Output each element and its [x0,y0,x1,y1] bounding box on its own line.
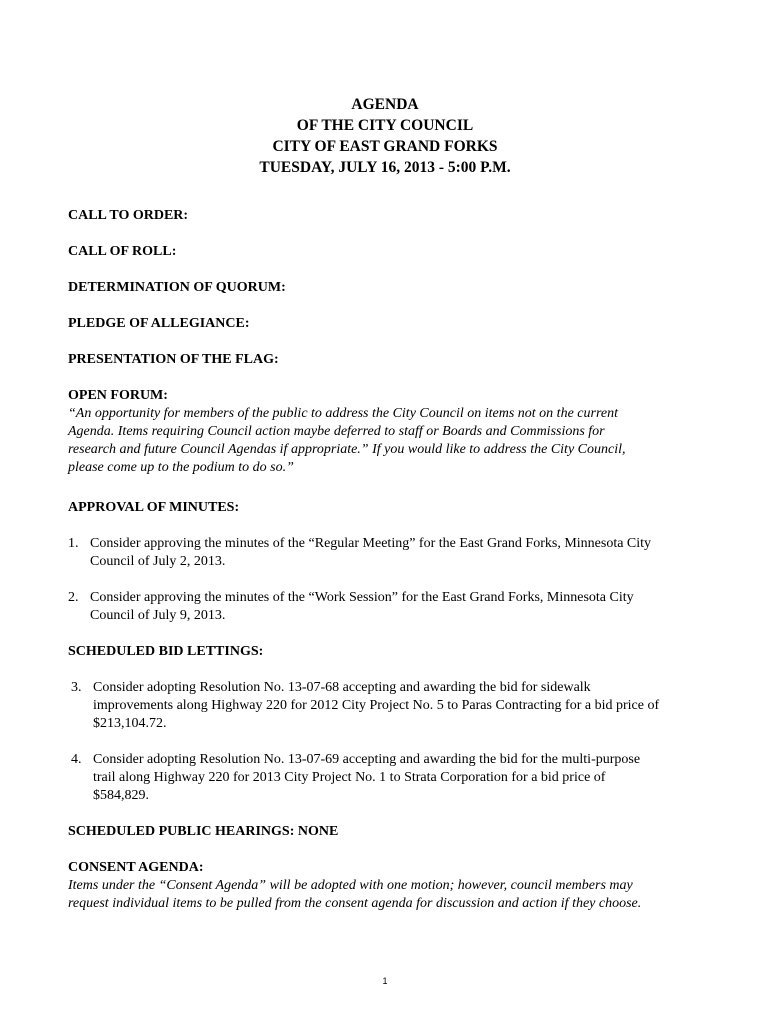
call-of-roll-heading: CALL OF ROLL: [68,244,177,259]
item-line: trail along Highway 220 for 2013 City Project No. 1 to Strata Corporation for a bid price of [93,770,606,785]
consent-line: request individual items to be pulled from the consent agenda for discussion and action if they choose. [68,896,642,911]
open-forum-text [68,405,718,477]
call-to-order-heading: CALL TO ORDER: [68,208,189,223]
agenda-item-2 [68,589,718,625]
agenda-item-3 [71,679,718,733]
consent-agenda-heading: CONSENT AGENDA: [68,860,204,875]
title-line-4: TUESDAY, JULY 16, 2013 - 5:00 P.M. [259,159,511,176]
flag-heading: PRESENTATION OF THE FLAG: [68,352,279,367]
title-line-1: AGENDA [351,96,419,113]
item-line: Consider approving the minutes of the “Regular Meeting” for the East Grand Forks, Minnesota City [90,536,652,551]
item-line: improvements along Highway 220 for 2012 City Project No. 5 to Paras Contracting for a bid price of [93,698,660,713]
consent-line: Items under the “Consent Agenda” will be adopted with one motion; however, council members may [68,878,633,893]
item-number: 1. [68,536,79,551]
open-forum-line: research and future Council Agendas if appropriate.” If you would like to address the City Council, [68,442,626,457]
item-line: Council of July 9, 2013. [90,608,226,623]
item-number: 4. [71,752,82,767]
agenda-item-4 [71,751,718,805]
item-number: 2. [68,590,79,605]
bid-lettings-heading: SCHEDULED BID LETTINGS: [68,644,264,659]
agenda-item-1 [68,535,718,571]
item-line: Consider adopting Resolution No. 13-07-68 accepting and awarding the bid for sidewalk [93,680,591,695]
item-line: $584,829. [93,788,149,803]
consent-agenda-text [68,877,718,913]
minutes-heading: APPROVAL OF MINUTES: [68,500,240,515]
agenda-body [68,207,718,913]
item-line: Consider adopting Resolution No. 13-07-69 accepting and awarding the bid for the multi-purpose [93,752,641,767]
item-line: Council of July 2, 2013. [90,554,226,569]
title-line-3: CITY OF EAST GRAND FORKS [272,138,498,155]
item-number: 3. [71,680,82,695]
pledge-heading: PLEDGE OF ALLEGIANCE: [68,316,250,331]
open-forum-line: “An opportunity for members of the public to address the City Council on items not on the current [68,406,618,421]
public-hearings-heading: SCHEDULED PUBLIC HEARINGS: NONE [68,824,339,839]
title-line-2: OF THE CITY COUNCIL [296,117,474,134]
open-forum-line: please come up to the podium to do so.” [68,460,294,475]
quorum-heading: DETERMINATION OF QUORUM: [68,280,286,295]
open-forum-heading: OPEN FORUM: [68,388,168,403]
page-number: 1 [382,976,388,986]
item-line: Consider approving the minutes of the “Work Session” for the East Grand Forks, Minnesota City [90,590,634,605]
open-forum-line: Agenda. Items requiring Council action maybe deferred to staff or Boards and Commissions for [68,424,605,439]
agenda-title-block [0,94,770,178]
item-line: $213,104.72. [93,716,167,731]
